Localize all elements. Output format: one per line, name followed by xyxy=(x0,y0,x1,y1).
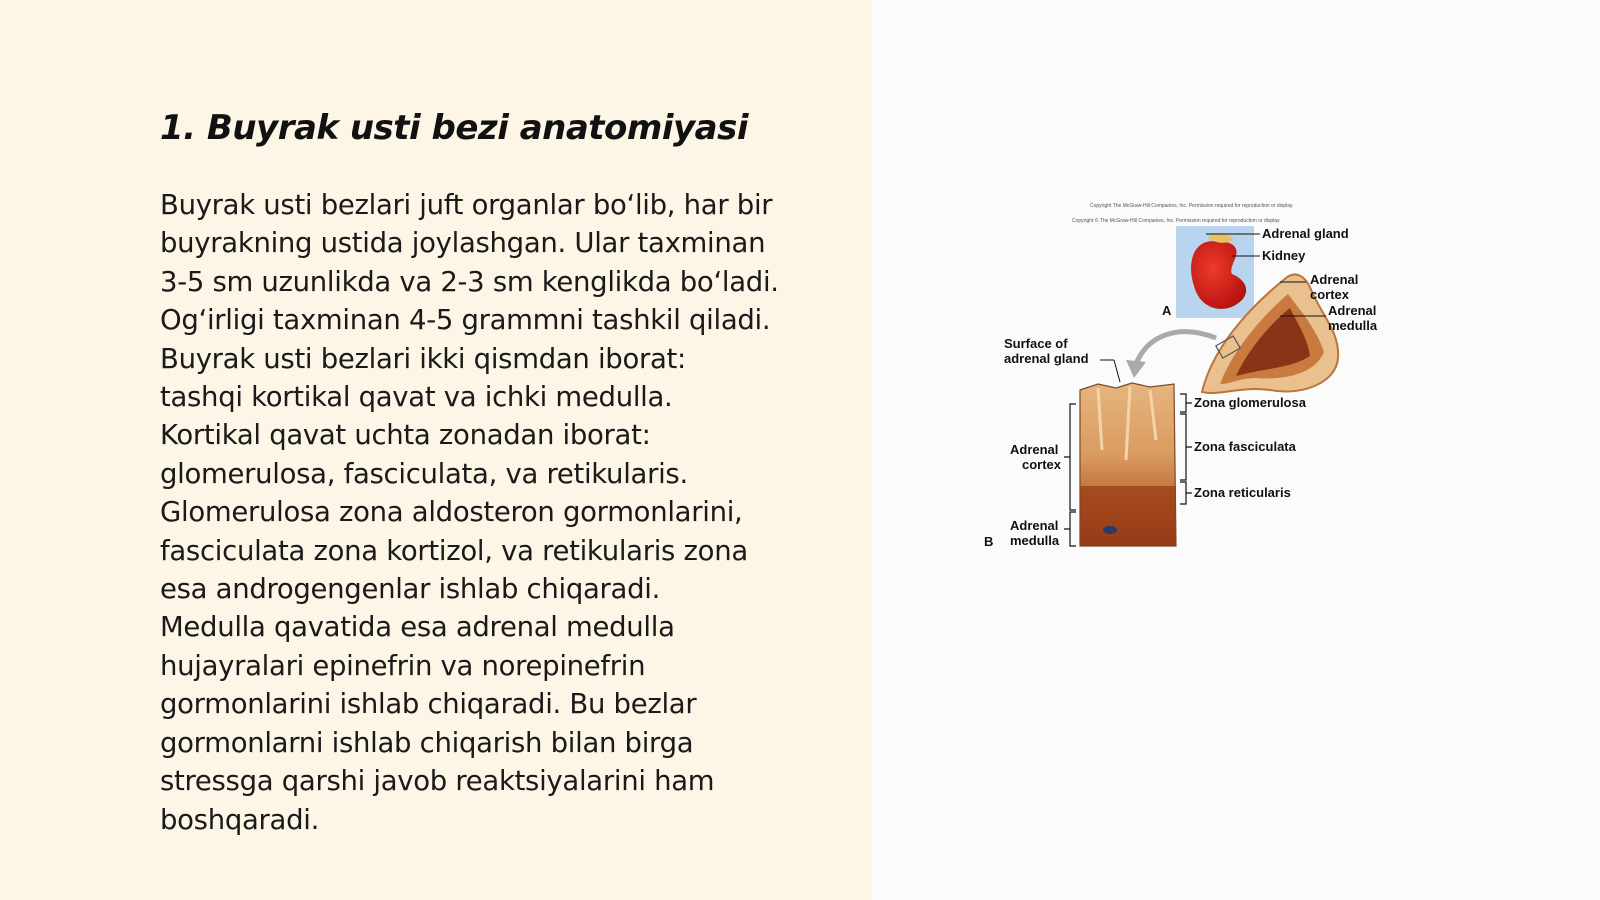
zoom-arrow xyxy=(1136,332,1216,364)
body-line: Glomerulosa zona aldosteron gormonlarini, xyxy=(160,496,743,529)
copyright-line: Copyright The McGraw-Hill Companies, Inc. Permission required for reproduction or display. xyxy=(1090,203,1294,209)
label-zona-reticularis: Zona reticularis xyxy=(1194,485,1291,500)
label-adrenal-medulla: medulla xyxy=(1328,318,1378,333)
label-surface: adrenal gland xyxy=(1004,351,1089,366)
label-adrenal-cortex: Adrenal xyxy=(1310,272,1359,287)
body-line: 3-5 sm uzunlikda va 2-3 sm kenglikda bo‘ladi. xyxy=(160,265,779,298)
body-line: Kortikal qavat uchta zonadan iborat: xyxy=(160,419,651,452)
bracket xyxy=(1064,512,1076,546)
body-line: gormonlarini ishlab chiqaradi. Bu bezlar xyxy=(160,688,697,721)
body-line: Buyrak usti bezlari juft organlar bo‘lib, har bir xyxy=(160,189,773,221)
body-line: tashqi kortikal qavat va ichki medulla. xyxy=(160,381,673,414)
label-panel-a: A xyxy=(1162,303,1172,318)
leader-line xyxy=(1114,360,1120,382)
tissue-medulla-band xyxy=(1080,486,1176,546)
label-surface: Surface of xyxy=(1004,336,1068,351)
label-panel-b: B xyxy=(984,534,994,549)
body-line: stressga qarshi javob reaktsiyalarini ham xyxy=(160,765,715,798)
label-zona-fasciculata: Zona fasciculata xyxy=(1194,439,1296,454)
bracket xyxy=(1180,414,1192,480)
bracket xyxy=(1180,482,1192,504)
body-line: Buyrak usti bezlari ikki qismdan iborat: xyxy=(160,342,686,375)
body-line: esa androgengenlar ishlab chiqaradi. xyxy=(160,573,661,606)
adrenal-diagram xyxy=(980,200,1400,560)
body-line: Og‘irligi taxminan 4-5 grammni tashkil qiladi. xyxy=(160,304,771,337)
vessel-spot xyxy=(1103,526,1117,534)
label-b-medulla: Adrenal xyxy=(1010,518,1059,533)
copyright-line: Copyright © The McGraw-Hill Companies, Inc. Permission required for reproduction or display. xyxy=(1072,218,1281,224)
body-line: Medulla qavatida esa adrenal medulla xyxy=(160,611,675,644)
bracket xyxy=(1064,404,1076,510)
body-line: boshqaradi. xyxy=(160,803,320,836)
body-line: glomerulosa, fasciculata, va retikularis. xyxy=(160,457,688,490)
body-line: hujayralari epinefrin va norepinefrin xyxy=(160,649,646,682)
label-kidney: Kidney xyxy=(1262,248,1306,263)
label-b-cortex: cortex xyxy=(1022,457,1062,472)
body-line: buyrakning ustida joylashgan. Ular taxminan xyxy=(160,227,766,260)
label-b-cortex: Adrenal xyxy=(1010,442,1059,457)
slide-body xyxy=(160,186,850,839)
body-line: gormonlarni ishlab chiqarish bilan birga xyxy=(160,726,694,759)
label-zona-glomerulosa: Zona glomerulosa xyxy=(1194,395,1306,410)
label-adrenal-medulla: Adrenal xyxy=(1328,303,1377,318)
arrow-head-icon xyxy=(1126,360,1146,378)
adrenal-gland-figure xyxy=(980,200,1400,560)
slide-title: 1. Buyrak usti bezi anatomiyasi xyxy=(160,108,748,148)
label-b-medulla: medulla xyxy=(1010,533,1060,548)
label-adrenal-gland: Adrenal gland xyxy=(1262,226,1349,241)
label-adrenal-cortex: cortex xyxy=(1310,287,1350,302)
bracket xyxy=(1180,394,1192,412)
body-line: fasciculata zona kortizol, va retikularis zona xyxy=(160,534,748,567)
